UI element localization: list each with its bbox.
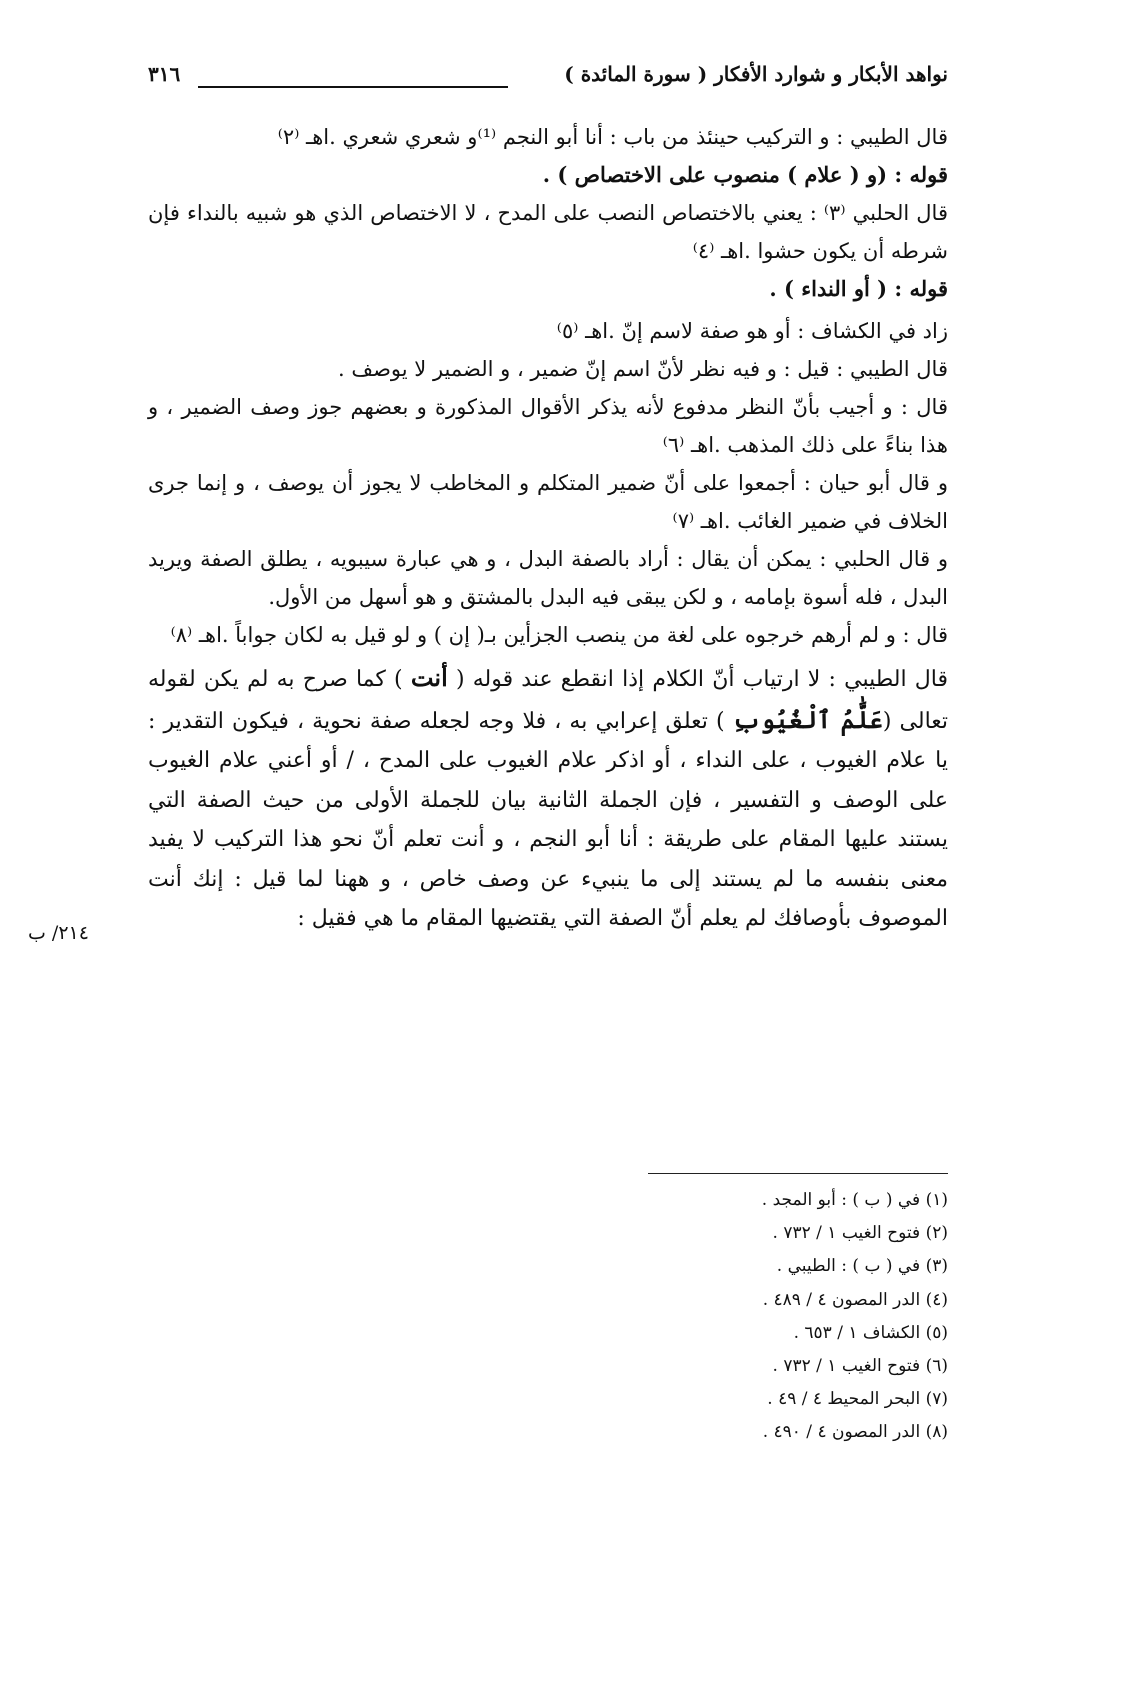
paragraph: قال الطيبي : قيل : و فيه نظر لأنّ اسم إنّ ضمير ، و الضمير لا يوصف . bbox=[338, 357, 948, 381]
paragraph: و قال الحلبي : يمكن أن يقال : أراد بالصفة البدل ، و هي عبارة سيبويه ، يطلق الصفة ويريد البدل ، فله أسوة بإمامه ، و لكن يبقى فيه البدل بالمشتق و هو أسهل من الأول. bbox=[148, 547, 948, 609]
footnote: (١) في ( ب ) : أبو المجد . bbox=[761, 1190, 948, 1210]
paragraph: زاد في الكشاف : أو هو صفة لاسم إنّ .اهـ ⁽٥⁾ bbox=[556, 319, 948, 343]
paragraph: قال : و لم أرهم خرجوه على لغة من ينصب الجزأين بـ( إن ) و لو قيل به لكان جواباً .اهـ ⁽٨⁾ bbox=[170, 623, 948, 647]
manuscript-folio-note: ٢١٤/ ب bbox=[28, 922, 89, 944]
paragraph: قال الطيبي : و التركيب حينئذ من باب : أنا أبو النجم ⁽¹⁾و شعري شعري .اهـ ⁽٢⁾ bbox=[277, 125, 948, 149]
footnote-rule bbox=[648, 1173, 948, 1174]
quranic-phrase: عَلَّٰمُ ٱلْغُيُوبِ bbox=[732, 704, 883, 734]
footnote: (٣) في ( ب ) : الطيبي . bbox=[776, 1256, 948, 1277]
paragraph: و قال أبو حيان : أجمعوا على أنّ ضمير المتكلم و المخاطب لا يجوز أن يوصف ، و إنما جرى الخلاف في ضمير الغائب .اهـ ⁽٧⁾ bbox=[148, 471, 948, 533]
main-text bbox=[148, 118, 948, 939]
footnote: (٤) الدر المصون ٤ / ٤٨٩ . bbox=[762, 1289, 948, 1310]
footnote: (٧) البحر المحيط ٤ / ٤٩ . bbox=[767, 1389, 948, 1410]
quote-heading: قوله : ( أو النداء ) . bbox=[769, 276, 948, 301]
paragraph bbox=[148, 658, 948, 939]
header-title: نواهد الأبكار و شوارد الأفكار ( سورة المائدة ) bbox=[564, 62, 948, 86]
header-rule bbox=[198, 86, 508, 88]
paragraph: قال الحلبي ⁽٣⁾ : يعني بالاختصاص النصب على المدح ، لا الاختصاص الذي هو شبيه بالنداء فإن شرطه أن يكون حشوا .اهـ ⁽٤⁾ bbox=[148, 201, 948, 263]
footnote: (٦) فتوح الغيب ١ / ٧٣٢ . bbox=[772, 1356, 948, 1377]
quote-heading: قوله : (و ( علام ) منصوب على الاختصاص ) . bbox=[542, 162, 948, 187]
quranic-word: أنت bbox=[410, 663, 448, 692]
footnote: (٥) الكشاف ١ / ٦٥٣ . bbox=[793, 1322, 948, 1343]
paragraph: قال : و أجيب بأنّ النظر مدفوع لأنه يذكر الأقوال المذكورة و بعضهم جوز وصف الضمير ، و هذا بناءً على ذلك المذهب .اهـ ⁽٦⁾ bbox=[148, 395, 948, 457]
text-segment: قال الطيبي : لا ارتياب أنّ الكلام إذا انقطع عند قوله ( bbox=[455, 667, 949, 692]
footnote: (٨) الدر المصون ٤ / ٤٩٠ . bbox=[762, 1422, 948, 1443]
footnotes bbox=[648, 1184, 948, 1450]
text-segment: ) كما صرح به لم يكن لقوله تعالى ( bbox=[148, 667, 949, 734]
footnote: (٢) فتوح الغيب ١ / ٧٣٢ . bbox=[772, 1223, 948, 1244]
running-header bbox=[148, 58, 948, 98]
text-segment: ) تعلق إعرابي به ، فلا وجه لجعله صفة نحوية ، فيكون التقدير : يا علام الغيوب ، على النداء ، أو اذكر علام الغيوب على المدح ، / أو أعني علام الغيوب على الوصف و التفسير ، فإن الجملة الثانية بيان للجملة الأولى من حيث الصفة التي يستند عليها المقام على طريقة : أنا أبو النجم ، و أنت تعلم أنّ نحو هذا التركيب لا يفيد معنى بنفسه ما لم يستند إلى ما ينبيء عن وصف خاص ، و ههنا لما قيل : إنك أنت الموصوف بأوصافك لم يعلم أنّ الصفة التي يقتضيها المقام ما هي فقيل : bbox=[148, 708, 948, 931]
page-number: ٣١٦ bbox=[148, 62, 181, 86]
